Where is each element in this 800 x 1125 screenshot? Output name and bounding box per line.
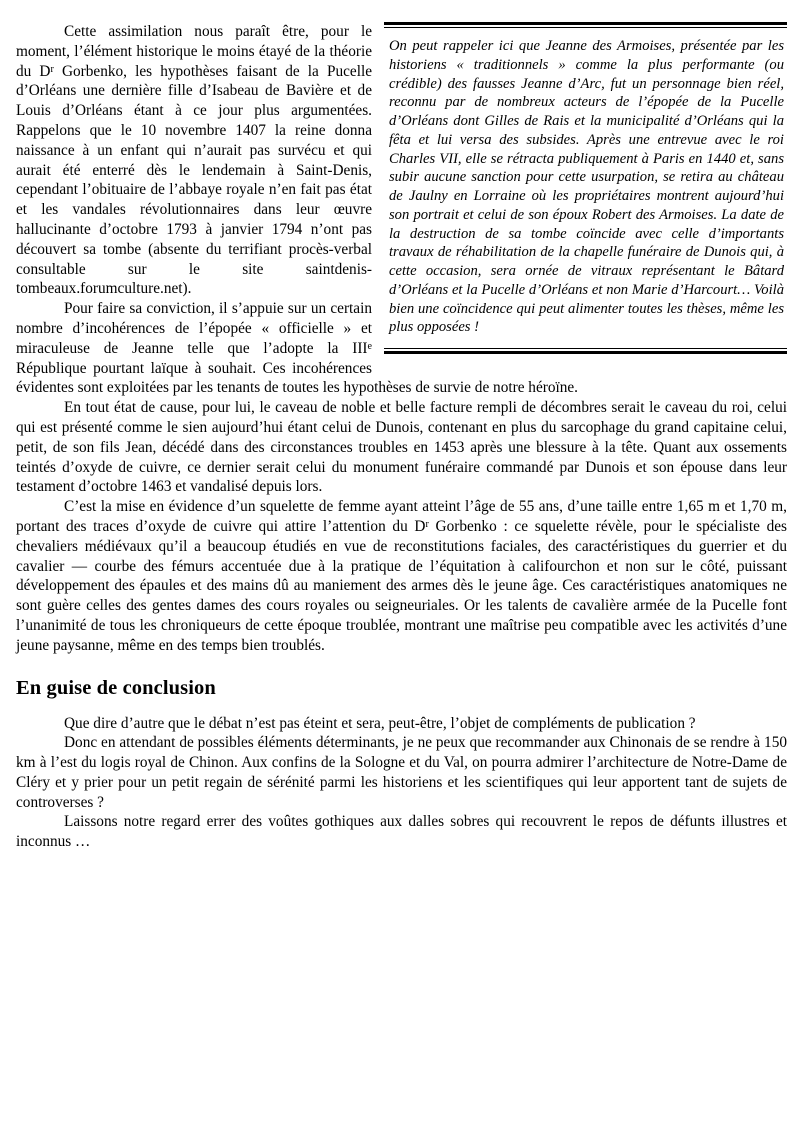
- paragraph-p1: Cette assimilation nous paraît être, pour le moment, l’élément historique le moins étayé de la théorie du $D^r$ Gorbenko, les hypothèses faisant de la Pucelle d’Orléans une dernière fille d’Isabeau de Bavière et de Louis d’Orléans étant à ce jour plus argumentées. Rappelons que le 10 novembre 1407 la reine donna naissance à un enfant qui n’aurait pas survécu et qui aurait été enterré dès le lendemain à Saint-Denis, cependant l’obituaire de l’abbaye royale n’en fait pas état et les vandales révolutionnaires dans leur œuvre hallucinante d’octobre 1793 à janvier 1794 n’ont pas découvert sa tombe (absente du terrifiant procès-verbal consultable sur le site saintdenis-tombeaux.forumculture.net).: [16, 23, 373, 298]
- pull-quote-text: On peut rappeler ici que Jeanne des Armoises, présentée par les historiens « traditionnels » comme la plus performante (ou crédible) des fausses Jeanne d’Arc, fut un personnage bien réel, reconnu par de nombreux acteurs de l’épopée de la Pucelle d’Orléans dont Gilles de Rais et la municipalité d’Orléans qui la fêta et lui versa des subsides. Après une entrevue avec le roi Charles VII, elle se rétracta publiquement à Paris en 1440 et, sans subir aucune sanction pour cette usurpation, se retira au château de Jaulny en Lorraine où les propriétaires montrent aujourd’hui son portrait et celui de son époux Robert des Armoises. La date de la destruction de sa tombe coïncide avec celle d’importants travaux de réhabilitation de la chapelle funéraire de Dunois qui, à cette occasion, sera ornée de vitraux représentant le Bâtard d’Orléans et la Pucelle d’Orléans et non Marie d’Harcourt… Voilà bien une coïncidence qui peut alimenter toutes les thèses, même les plus opposées !: [389, 38, 784, 336]
- pull-quote-top-rule: [384, 22, 787, 28]
- section-heading-conclusion: En guise de conclusion: [16, 676, 216, 699]
- pull-quote-bottom-rule: [384, 348, 787, 354]
- paragraph-p3: En tout état de cause, pour lui, le caveau de noble et belle facture rempli de décombres serait le caveau du roi, celui qui est présenté comme le sien aujourd’hui étant celui de Dunois, contenant en plus du sarcophage du grand capitaine celui, petit, de son fils Jean, décédé dans des circonstances troubles en 1453 après une blessure à la tête. Quant aux ossements teintés d’oxyde de cuivre, ce dernier serait celui du monument funéraire commandé par Dunois et son épouse dans leur testament d’octobre 1463 et vandalisé depuis lors.: [16, 399, 787, 496]
- paragraph-c2: Donc en attendant de possibles éléments déterminants, je ne peux que recommander aux Chinonais de se rendre à 150 km à l’est du logis royal de Chinon. Aux confins de la Sologne et du Val, on pourra admirer l’architecture de Notre-Dame de Cléry et y prier pour un petit regain de sérénité parmi les historiens et les scientifiques qui leur apportent tant de sujets de controverses ?: [16, 734, 787, 811]
- paragraph-c3: Laissons notre regard errer des voûtes gothiques aux dalles sobres qui recouvrent le repos de défunts illustres et inconnus …: [16, 813, 787, 851]
- paragraph-c1: Que dire d’autre que le débat n’est pas éteint et sera, peut-être, l’objet de compléments de publication ?: [64, 714, 696, 732]
- conclusion-text: [16, 714, 787, 853]
- paragraph-p4: C’est la mise en évidence d’un squelette de femme ayant atteint l’âge de 55 ans, d’une taille entre 1,65 m et 1,70 m, portant des traces d’oxyde de cuivre qui attire l’attention du $D^r$ Gorbenko : ce squelette révèle, pour le spécialiste des chevaliers médiévaux qu’il a beaucoup étudiés en vue de reconstitutions faciales, des caractéristiques du guerrier et du cavalier — courbe des fémurs accentuée due à la pratique de l’équitation à califourchon et non sur le côté, puissant développement des épaules et des mains dû au maniement des armes dès le jeune âge. Ces caractéristiques anatomiques ne sont guère celles des gentes dames des cours royales ou seigneuriales. Or les talents de cavalière armée de la Pucelle font l’unanimité de tous les chroniqueurs de cette époque troublée, montrant une maîtrise peu compatible avec les activités d’une jeune paysanne, même en des temps bien troublés.: [16, 498, 787, 654]
- pull-quote-box: [384, 22, 787, 354]
- paragraph-p2: Pour faire sa conviction, il s’appuie sur un certain nombre d’incohérences de l’épopée « officielle » et miraculeuse de Jeanne telle que l’adopte la IIIe République pourtant laïque à souhait. Ces incohérences évidentes sont exploitées par les tenants de toutes les hypothèses de survie de notre héroïne.: [16, 300, 579, 397]
